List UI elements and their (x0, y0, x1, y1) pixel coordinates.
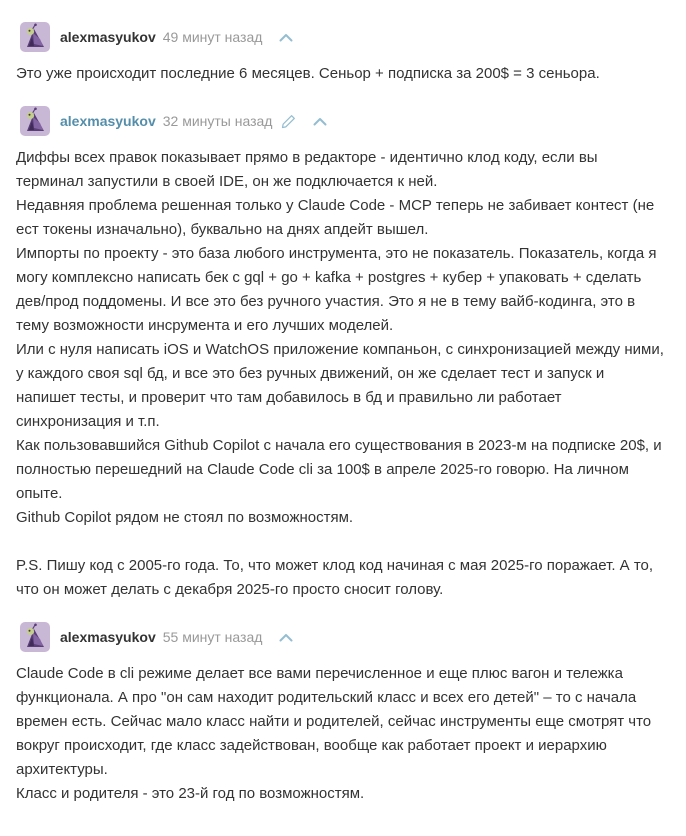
comment (16, 106, 666, 602)
collapse-thread-icon[interactable] (279, 33, 293, 42)
user-avatar[interactable] (20, 106, 50, 136)
comment-text-line: Или с нуля написать iOS и WatchOS приложение компаньон, с синхронизацией между ними, у каждого своя sql бд, и все это без ручных движений, он же сделает тест и запуск и напишет тесты, и проверит что там добавилось в бд и правильно ли работает синхронизация и т.п. (16, 341, 664, 430)
comment-timestamp[interactable]: 55 минут назад (162, 629, 263, 645)
comment-text-line: Недавняя проблема решенная только у Claude Code - MCP теперь не забивает контест (не ест токены изначально), буквально на днях апдейт вышел. (16, 197, 655, 238)
comment-text-line: Claude Code в cli режиме делает все вами перечисленное и еще плюс вагон и тележка функционала. А про "он сам находит родительский класс и всех его детей" – то с начала времен есть. Сейчас мало класс найти и родителей, сейчас инструменты еще смотрят что вокруг происходит, где класс задействован, вообще как работает проект и иерархию архитектуры. (16, 665, 652, 778)
avatar-icon (20, 22, 50, 52)
comment-blank-line (16, 530, 666, 554)
comment-text-line: Импорты по проекту - это база любого инструмента, это не показатель. Показатель, когда я могу комплексно написать бек с gql + go + kafka + postgres + кубер + упаковать + сделать дев/прод поддомены. И все это без ручного участия. Это я не в тему вайб-кодинга, это в тему возможности инсрумента и его лучших моделей. (16, 245, 657, 334)
username-link[interactable]: alexmasyukov (60, 629, 156, 645)
comment-timestamp[interactable]: 32 минуты назад (162, 113, 273, 129)
avatar-icon (20, 106, 50, 136)
comment-text-line: Класс и родителя - это 23-й год по возможностям. (16, 785, 365, 802)
comment-text-line: Github Copilot рядом не стоял по возможностям. (16, 509, 354, 526)
comment-text-line: Диффы всех правок показывает прямо в редакторе - идентично клод коду, если вы терминал запустили в своей IDE, он же подключается к ней. (16, 149, 598, 190)
edited-pencil-icon (281, 114, 296, 129)
avatar-icon (20, 622, 50, 652)
comment-body (16, 146, 666, 602)
comment-timestamp[interactable]: 49 минут назад (162, 29, 263, 45)
comment-header (16, 106, 666, 136)
username-link[interactable]: alexmasyukov (60, 29, 156, 45)
comment (16, 622, 666, 806)
comment-text-line: P.S. Пишу код с 2005-го года. То, что может клод код начиная с мая 2025-го поражает. А то, что он может делать с декабря 2025-го просто сносит голову. (16, 557, 654, 598)
comment-header (16, 22, 666, 52)
comment-header (16, 622, 666, 652)
username-link[interactable]: alexmasyukov (60, 113, 156, 129)
comment (16, 22, 666, 86)
collapse-thread-icon[interactable] (313, 117, 327, 126)
collapse-thread-icon[interactable] (279, 633, 293, 642)
user-avatar[interactable] (20, 22, 50, 52)
comment-text-line: Как пользовавшийся Github Copilot с начала его существования в 2023-м на подписке 20$, и полностью перешедний на Claude Code cli за 100$ в апреле 2025-го говорю. На личном опыте. (16, 437, 662, 502)
comment-body (16, 662, 666, 806)
comment-body (16, 62, 666, 86)
comment-text-line: Это уже происходит последние 6 месяцев. Сеньор + подписка за 200$ = 3 сеньора. (16, 65, 600, 82)
user-avatar[interactable] (20, 622, 50, 652)
